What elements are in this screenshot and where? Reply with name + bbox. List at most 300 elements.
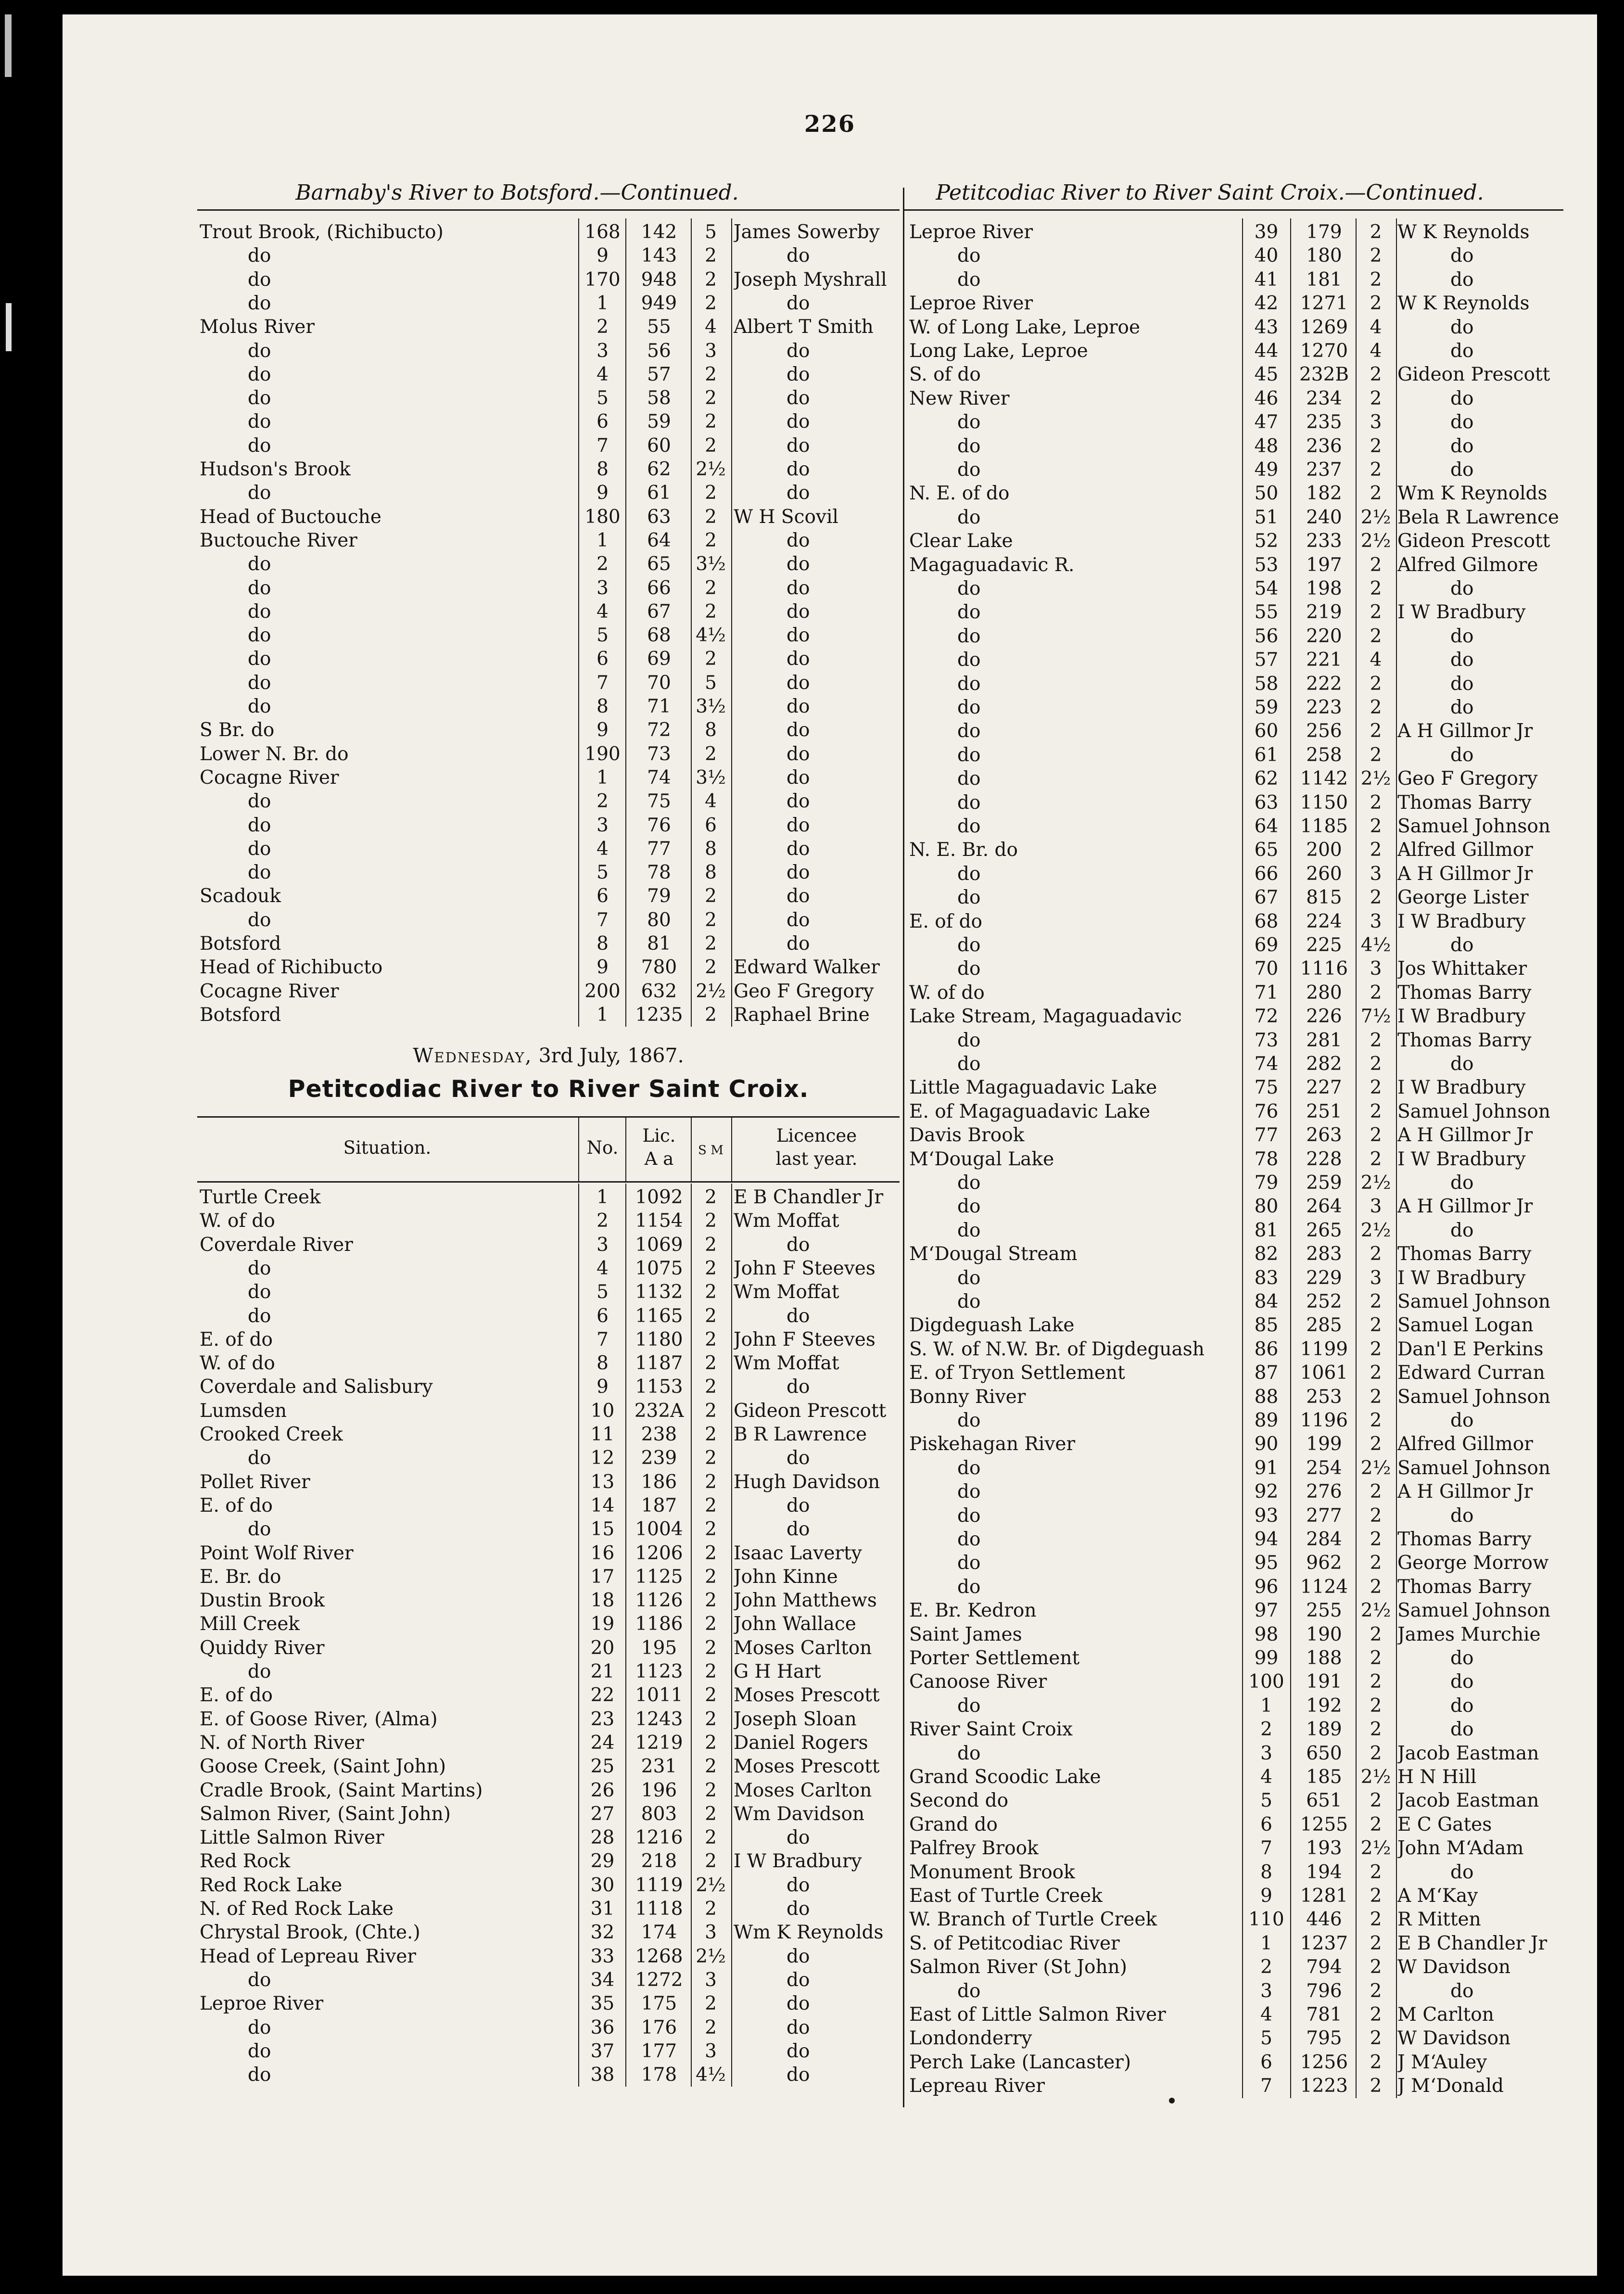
header-column-rule <box>731 1117 732 1182</box>
situation-cell: Head of Lepreau River <box>200 1945 417 1967</box>
number-cell: 44 <box>1254 340 1279 362</box>
square-miles-cell: 2 <box>1370 816 1382 837</box>
square-miles-cell: 2 <box>1370 1291 1382 1313</box>
situation-cell: River Saint Croix <box>909 1719 1073 1741</box>
square-miles-cell: 2 <box>1370 1386 1382 1408</box>
licencee-cell: Gideon Prescott <box>1397 530 1550 552</box>
licence-cell: 282 <box>1306 1053 1342 1075</box>
licence-cell: 1256 <box>1300 2051 1348 2073</box>
table-row <box>63 696 1597 719</box>
square-miles-cell: 8 <box>705 838 717 860</box>
licence-cell: 180 <box>1306 245 1342 267</box>
situation-cell: Pollet River <box>200 1471 310 1493</box>
number-cell: 98 <box>1254 1623 1279 1645</box>
number-cell: 96 <box>1254 1576 1279 1598</box>
licencee-cell: do <box>1450 1980 1474 2002</box>
situation-cell: W. of Long Lake, Leproe <box>909 316 1141 338</box>
table-row <box>63 957 1597 981</box>
number-cell: 69 <box>1254 934 1279 956</box>
square-miles-cell: 2 <box>1370 720 1382 742</box>
situation-cell: Little Salmon River <box>200 1827 384 1849</box>
licencee-cell: George Morrow <box>1397 1552 1549 1574</box>
licencee-cell: do <box>1450 1647 1474 1669</box>
licence-cell: 187 <box>641 1494 677 1517</box>
square-miles-cell: 2 <box>1370 1813 1382 1835</box>
situation-cell: Point Wolf River <box>200 1542 354 1564</box>
licence-cell: 225 <box>1306 934 1342 956</box>
table-row <box>63 1432 1597 1456</box>
licencee-cell: Samuel Johnson <box>1397 1600 1550 1622</box>
square-miles-cell: 2 <box>1370 2004 1382 2026</box>
number-cell: 45 <box>1254 364 1279 386</box>
square-miles-cell: 2 <box>705 1590 717 1612</box>
square-miles-cell: 3 <box>1370 411 1382 433</box>
licencee-cell: W H Scovil <box>734 506 838 528</box>
table-row <box>63 2074 1597 2098</box>
number-cell: 1 <box>596 1004 609 1026</box>
number-cell: 83 <box>1254 1267 1279 1289</box>
number-cell: 2 <box>596 790 609 813</box>
square-miles-cell: 2 <box>705 1708 717 1730</box>
square-miles-cell: 7½ <box>1360 1006 1391 1028</box>
square-miles-cell: 4 <box>705 316 717 338</box>
square-miles-cell: 2 <box>1370 1956 1382 1978</box>
licencee-cell: R Mitten <box>1397 1909 1481 1931</box>
heading-rule-left <box>197 209 900 211</box>
licencee-cell: Geo F Gregory <box>1397 768 1538 790</box>
licence-cell: 196 <box>641 1779 677 1801</box>
situation-cell: do <box>248 2040 271 2062</box>
situation-cell: S. of do <box>909 364 981 386</box>
situation-cell: Buctouche River <box>200 529 357 551</box>
square-miles-cell: 2 <box>1370 1932 1382 1954</box>
situation-cell: Salmon River (St John) <box>909 1956 1127 1978</box>
square-miles-cell: 4½ <box>696 624 726 647</box>
situation-cell: do <box>248 838 271 860</box>
situation-cell: Dustin Brook <box>200 1590 325 1612</box>
licencee-cell: do <box>1450 1053 1474 1075</box>
square-miles-cell: 4½ <box>696 2064 726 2086</box>
licencee-cell: Samuel Johnson <box>1397 1291 1550 1313</box>
licencee-cell: John M‘Adam <box>1397 1837 1524 1860</box>
number-cell: 12 <box>590 1447 615 1469</box>
licencee-cell: W Davidson <box>1397 1956 1511 1978</box>
square-miles-cell: 2½ <box>696 1874 726 1896</box>
table-row <box>63 886 1597 909</box>
licence-cell: 234 <box>1306 387 1342 409</box>
square-miles-cell: 2 <box>1370 1529 1382 1550</box>
table-row <box>63 1836 1597 1860</box>
table-row <box>63 1195 1597 1218</box>
licencee-cell: Edward Walker <box>734 956 880 979</box>
licence-cell: 1180 <box>635 1328 683 1351</box>
number-cell: 20 <box>590 1637 615 1659</box>
number-cell: 1 <box>596 766 609 789</box>
licencee-cell: E C Gates <box>1397 1813 1492 1835</box>
situation-cell: Leproe River <box>200 1993 324 2015</box>
number-cell: 71 <box>1254 981 1279 1004</box>
situation-cell: do <box>957 1029 981 1051</box>
number-cell: 9 <box>596 1376 609 1398</box>
licencee-cell: Samuel Johnson <box>1397 1386 1550 1408</box>
licencee-cell: A H Gillmor Jr <box>1397 1124 1533 1147</box>
situation-cell: Cocagne River <box>200 980 339 1002</box>
number-cell: 7 <box>596 672 609 694</box>
licencee-cell: Samuel Johnson <box>1397 1457 1550 1479</box>
table-row <box>63 1100 1597 1123</box>
licence-cell: 73 <box>647 743 671 765</box>
square-miles-cell: 2 <box>1370 625 1382 647</box>
page-number: 226 <box>804 111 856 138</box>
number-cell: 63 <box>1254 791 1279 814</box>
licence-cell: 240 <box>1306 506 1342 528</box>
number-cell: 2 <box>596 1210 609 1232</box>
square-miles-cell: 6 <box>705 814 717 836</box>
situation-cell: do <box>957 578 981 599</box>
square-miles-cell: 2 <box>1370 1861 1382 1883</box>
licence-cell: 815 <box>1306 887 1342 909</box>
number-cell: 6 <box>596 885 609 907</box>
licence-cell: 284 <box>1306 1529 1342 1550</box>
licencee-cell: Thomas Barry <box>1397 1243 1532 1265</box>
licencee-cell: do <box>787 292 810 314</box>
square-miles-cell: 2 <box>705 1328 717 1351</box>
licencee-cell: W K Reynolds <box>1397 293 1530 315</box>
table-row <box>63 1955 1597 1979</box>
number-cell: 7 <box>596 1328 609 1351</box>
number-cell: 55 <box>1254 601 1279 624</box>
licencee-cell: do <box>787 1234 810 1256</box>
licencee-cell: A H Gillmor Jr <box>1397 720 1533 742</box>
square-miles-cell: 2 <box>705 268 717 291</box>
square-miles-cell: 2 <box>705 1305 717 1327</box>
situation-cell: N. of North River <box>200 1732 364 1754</box>
header-sm: S M <box>698 1143 723 1158</box>
licence-cell: 1216 <box>635 1827 683 1849</box>
licencee-cell: do <box>787 245 810 267</box>
number-cell: 78 <box>1254 1148 1279 1170</box>
licence-cell: 253 <box>1306 1386 1342 1408</box>
licencee-cell: A H Gillmor Jr <box>1397 863 1533 885</box>
licencee-cell: do <box>787 434 810 457</box>
number-cell: 32 <box>590 1922 615 1944</box>
square-miles-cell: 2 <box>705 1186 717 1208</box>
licencee-cell: do <box>1450 578 1474 599</box>
square-miles-cell: 2 <box>1370 1504 1382 1527</box>
square-miles-cell: 2½ <box>1360 1766 1391 1788</box>
situation-cell: do <box>957 1291 981 1313</box>
licencee-cell: do <box>1450 1861 1474 1883</box>
square-miles-cell: 2 <box>705 1756 717 1778</box>
section-title: Petitcodiac River to River Saint Croix. <box>288 1075 809 1103</box>
licencee-cell: do <box>787 459 810 480</box>
square-miles-cell: 2 <box>1370 1243 1382 1265</box>
licence-cell: 77 <box>647 838 671 860</box>
licencee-cell: Thomas Barry <box>1397 1576 1532 1598</box>
licencee-cell: do <box>787 1447 810 1469</box>
licencee-cell: do <box>1450 934 1474 956</box>
number-cell: 200 <box>584 980 621 1002</box>
licence-cell: 72 <box>647 719 671 741</box>
number-cell: 5 <box>596 624 609 647</box>
situation-cell: Long Lake, Leproe <box>909 340 1088 362</box>
table-row <box>63 1789 1597 1812</box>
number-cell: 6 <box>596 411 609 433</box>
number-cell: 46 <box>1254 387 1279 409</box>
number-cell: 52 <box>1254 530 1279 552</box>
table-row <box>63 1979 1597 2003</box>
number-cell: 84 <box>1254 1291 1279 1313</box>
column-rule <box>1396 218 1397 2098</box>
licencee-cell: I W Bradbury <box>1397 910 1526 932</box>
situation-cell: do <box>248 340 271 362</box>
licencee-cell: do <box>1450 1172 1474 1194</box>
licencee-cell: Thomas Barry <box>1397 1029 1532 1051</box>
situation-cell: E. of do <box>200 1494 273 1517</box>
situation-cell: Second do <box>909 1790 1009 1812</box>
table-row <box>63 1670 1597 1694</box>
licence-cell: 238 <box>641 1424 677 1445</box>
licencee-cell: do <box>787 529 810 551</box>
situation-cell: Davis Brook <box>909 1124 1025 1147</box>
number-cell: 5 <box>596 387 609 409</box>
licence-cell: 962 <box>1306 1552 1342 1574</box>
square-miles-cell: 3 <box>1370 958 1382 980</box>
number-cell: 4 <box>596 1257 609 1279</box>
situation-cell: do <box>957 601 981 624</box>
number-cell: 4 <box>596 838 609 860</box>
situation-cell: E. of do <box>200 1328 273 1351</box>
square-miles-cell: 2 <box>1370 744 1382 766</box>
licencee-cell: Alfred Gillmor <box>1397 1433 1533 1455</box>
licencee-cell: do <box>787 340 810 362</box>
licence-cell: 258 <box>1306 744 1342 766</box>
licence-cell: 1199 <box>1300 1338 1348 1360</box>
licence-cell: 195 <box>641 1637 677 1659</box>
licence-cell: 239 <box>641 1447 677 1469</box>
licence-cell: 1255 <box>1300 1813 1348 1835</box>
number-cell: 62 <box>1254 768 1279 790</box>
number-cell: 7 <box>1260 1837 1272 1860</box>
square-miles-cell: 2 <box>705 1518 717 1541</box>
situation-cell: do <box>957 1457 981 1479</box>
licencee-cell: E B Chandler Jr <box>1397 1932 1548 1954</box>
number-cell: 4 <box>1260 1766 1272 1788</box>
situation-cell: Cocagne River <box>200 766 339 789</box>
number-cell: 18 <box>590 1590 615 1612</box>
square-miles-cell: 2 <box>1370 1552 1382 1574</box>
situation-cell: do <box>248 790 271 813</box>
column-rule <box>1242 218 1243 2098</box>
situation-cell: do <box>957 1267 981 1289</box>
situation-cell: Mill Creek <box>200 1613 300 1635</box>
square-miles-cell: 2 <box>1370 1029 1382 1051</box>
situation-cell: Magaguadavic R. <box>909 554 1075 576</box>
header-licencee: Licencee <box>776 1125 857 1146</box>
table-row <box>63 1266 1597 1290</box>
number-cell: 17 <box>590 1566 615 1588</box>
table-row <box>63 553 1597 577</box>
square-miles-cell: 2 <box>1370 1909 1382 1931</box>
licence-cell: 228 <box>1306 1148 1342 1170</box>
number-cell: 4 <box>596 363 609 385</box>
number-cell: 64 <box>1254 816 1279 837</box>
table-row <box>63 2051 1597 2074</box>
licence-cell: 56 <box>647 340 671 362</box>
licencee-cell: do <box>787 909 810 931</box>
licence-cell: 1011 <box>635 1684 683 1707</box>
licencee-cell: James Murchie <box>1397 1623 1541 1645</box>
square-miles-cell: 2 <box>705 1542 717 1564</box>
licence-cell: 780 <box>641 956 677 979</box>
licencee-cell: do <box>787 814 810 836</box>
licence-cell: 1125 <box>635 1566 683 1588</box>
number-cell: 24 <box>590 1732 615 1754</box>
header-no: No. <box>586 1137 619 1158</box>
licence-cell: 179 <box>1306 221 1342 243</box>
situation-cell: do <box>957 245 981 267</box>
square-miles-cell: 8 <box>705 862 717 884</box>
licence-cell: 1185 <box>1300 816 1348 837</box>
situation-cell: do <box>957 1196 981 1218</box>
licence-cell: 1237 <box>1300 1932 1348 1954</box>
number-cell: 57 <box>1254 649 1279 671</box>
licence-cell: 58 <box>647 387 671 409</box>
square-miles-cell: 2 <box>1370 364 1382 386</box>
licence-cell: 62 <box>647 459 671 480</box>
licence-cell: 188 <box>1306 1647 1342 1669</box>
licence-cell: 235 <box>1306 411 1342 433</box>
number-cell: 90 <box>1254 1433 1279 1455</box>
situation-cell: do <box>248 1281 271 1303</box>
number-cell: 6 <box>1260 1813 1272 1835</box>
licence-cell: 182 <box>1306 483 1342 505</box>
number-cell: 1 <box>596 529 609 551</box>
situation-cell: do <box>248 245 271 267</box>
table-row <box>63 1076 1597 1099</box>
number-cell: 19 <box>590 1613 615 1635</box>
square-miles-cell: 2 <box>705 1447 717 1469</box>
licence-cell: 796 <box>1306 1980 1342 2002</box>
number-cell: 3 <box>596 1234 609 1256</box>
document-page <box>63 14 1597 2276</box>
licencee-cell: Wm K Reynolds <box>734 1922 884 1944</box>
square-miles-cell: 2 <box>705 1566 717 1588</box>
table-row <box>63 1123 1597 1147</box>
square-miles-cell: 2½ <box>696 459 726 480</box>
square-miles-cell: 2 <box>705 1637 717 1659</box>
licencee-cell: do <box>787 743 810 765</box>
licencee-cell: A M‘Kay <box>1397 1885 1478 1907</box>
square-miles-cell: 2 <box>705 1210 717 1232</box>
number-cell: 1 <box>596 1186 609 1208</box>
square-miles-cell: 2 <box>705 577 717 599</box>
number-cell: 34 <box>590 1969 615 1991</box>
licence-cell: 948 <box>641 268 677 291</box>
number-cell: 7 <box>596 434 609 457</box>
square-miles-cell: 3 <box>1370 863 1382 885</box>
situation-cell: Coverdale and Salisbury <box>200 1376 433 1398</box>
situation-cell: do <box>248 672 271 694</box>
number-cell: 61 <box>1254 744 1279 766</box>
licence-cell: 174 <box>641 1922 677 1944</box>
licence-cell: 251 <box>1306 1100 1342 1122</box>
square-miles-cell: 2 <box>1370 1053 1382 1075</box>
licence-cell: 650 <box>1306 1742 1342 1764</box>
situation-cell: do <box>957 887 981 909</box>
licence-cell: 80 <box>647 909 671 931</box>
number-cell: 42 <box>1254 293 1279 315</box>
number-cell: 3 <box>596 577 609 599</box>
situation-cell: do <box>957 1742 981 1764</box>
square-miles-cell: 2 <box>1370 1124 1382 1147</box>
number-cell: 3 <box>1260 1742 1272 1764</box>
licencee-cell: Moses Carlton <box>734 1779 872 1801</box>
situation-cell: do <box>957 1552 981 1574</box>
number-cell: 2 <box>596 316 609 338</box>
number-cell: 3 <box>596 814 609 836</box>
situation-cell: do <box>248 1305 271 1327</box>
situation-cell: do <box>248 909 271 931</box>
situation-cell: Head of Buctouche <box>200 506 381 528</box>
situation-cell: E. of do <box>200 1684 273 1707</box>
situation-cell: New River <box>909 387 1010 409</box>
square-miles-cell: 2 <box>705 1779 717 1801</box>
licencee-cell: do <box>787 1518 810 1541</box>
licencee-cell: Jacob Eastman <box>1397 1742 1539 1764</box>
licencee-cell: Jos Whittaker <box>1397 958 1527 980</box>
heading-rule-right <box>904 209 1563 211</box>
square-miles-cell: 2 <box>1370 697 1382 718</box>
square-miles-cell: 2 <box>705 648 717 670</box>
licence-cell: 1132 <box>635 1281 683 1303</box>
situation-cell: do <box>248 482 271 504</box>
table-row <box>63 1361 1597 1385</box>
number-cell: 8 <box>596 933 609 955</box>
square-miles-cell: 2 <box>705 909 717 931</box>
licencee-cell: Wm Moffat <box>734 1281 839 1303</box>
table-row <box>63 363 1597 386</box>
licence-cell: 222 <box>1306 673 1342 695</box>
square-miles-cell: 2 <box>705 1471 717 1493</box>
licence-cell: 226 <box>1306 1006 1342 1028</box>
situation-cell: Grand do <box>909 1813 998 1835</box>
licence-cell: 259 <box>1306 1172 1342 1194</box>
licencee-cell: do <box>787 387 810 409</box>
licencee-cell: Albert T Smith <box>734 316 874 338</box>
square-miles-cell: 2 <box>705 292 717 314</box>
square-miles-cell: 2 <box>705 1613 717 1635</box>
situation-cell: do <box>957 268 981 291</box>
licencee-cell: do <box>1450 316 1474 338</box>
square-miles-cell: 2½ <box>1360 506 1391 528</box>
square-miles-cell: 2 <box>705 1898 717 1920</box>
situation-cell: E. Br. do <box>200 1566 281 1588</box>
header-column-rule <box>625 1117 626 1182</box>
square-miles-cell: 3 <box>1370 1196 1382 1218</box>
number-cell: 65 <box>1254 839 1279 861</box>
licencee-cell: do <box>1450 268 1474 291</box>
table-row <box>63 1480 1597 1504</box>
situation-cell: Salmon River, (Saint John) <box>200 1803 451 1825</box>
number-cell: 41 <box>1254 268 1279 291</box>
square-miles-cell: 2 <box>705 600 717 623</box>
number-cell: 6 <box>596 648 609 670</box>
licence-cell: 189 <box>1306 1719 1342 1741</box>
licence-cell: 232B <box>1299 364 1349 386</box>
licence-cell: 68 <box>647 624 671 647</box>
table-row <box>63 791 1597 815</box>
